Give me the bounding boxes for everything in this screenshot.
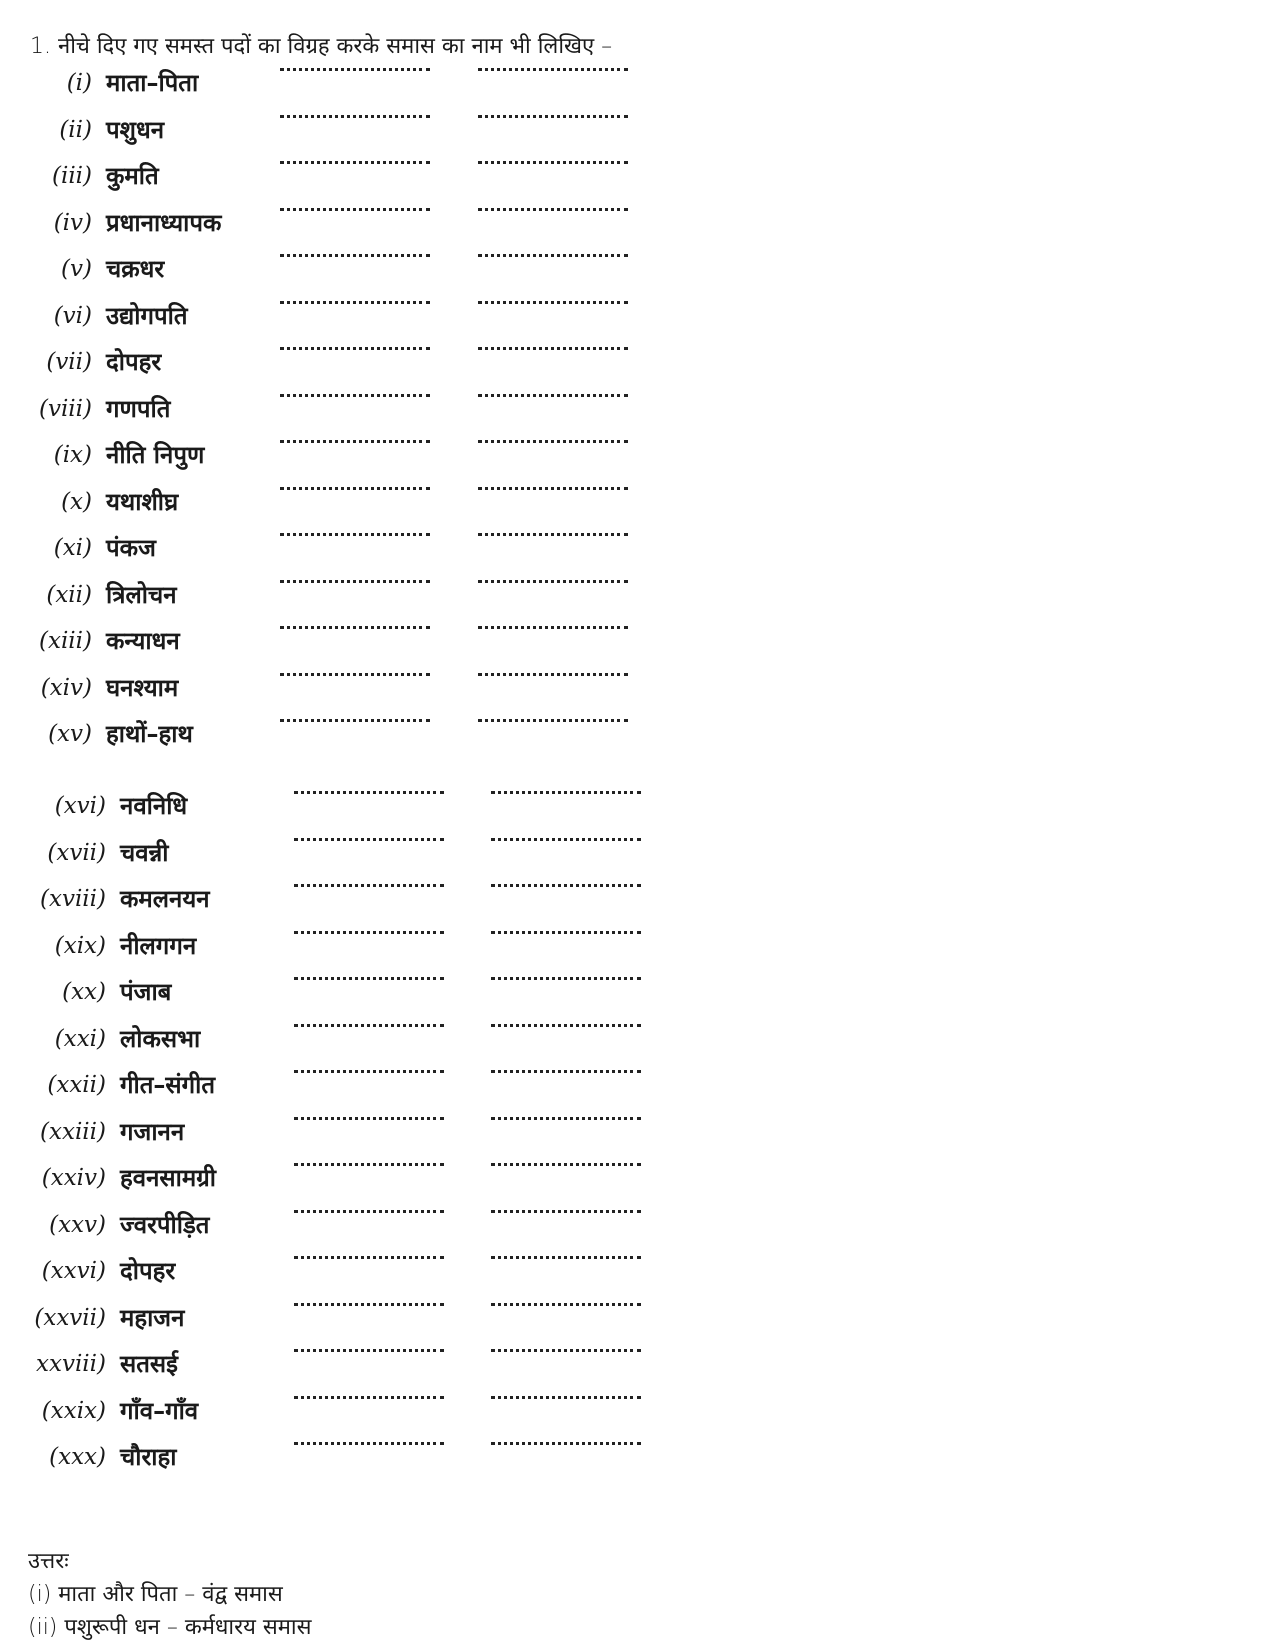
exercise-row (0, 62, 700, 102)
answer-blank-samas-name[interactable] (491, 1070, 641, 1079)
exercise-row (0, 785, 700, 825)
exercise-row (0, 971, 700, 1011)
item-term: चवन्नी (120, 838, 169, 867)
exercise-row (0, 925, 700, 965)
answer-blank-samas-name[interactable] (491, 1024, 641, 1033)
item-term: उद्योगपति (106, 301, 188, 330)
answer-blank-samas-name[interactable] (478, 161, 628, 170)
answer-blank-vigrah[interactable] (294, 1442, 444, 1451)
item-term: नीति निपुण (106, 441, 205, 469)
item-number: (ii) (59, 116, 92, 143)
exercise-row (0, 527, 700, 567)
answer-blank-vigrah[interactable] (294, 838, 444, 847)
item-number: (vi) (53, 302, 92, 329)
item-term: पंजाब (120, 978, 172, 1006)
exercise-row (0, 1204, 700, 1244)
item-term: हवनसामग्री (120, 1164, 216, 1192)
answer-blank-vigrah[interactable] (280, 394, 430, 403)
item-term: गाँव–गाँव (120, 1396, 199, 1425)
answer-blank-samas-name[interactable] (478, 68, 628, 77)
item-number: xxviii) (36, 1351, 106, 1377)
answer-blank-vigrah[interactable] (294, 1256, 444, 1265)
item-number: (xxix) (41, 1397, 106, 1424)
answer-blank-samas-name[interactable] (491, 1256, 641, 1265)
item-number: (xx) (62, 979, 106, 1005)
answer-blank-samas-name[interactable] (478, 580, 628, 589)
item-term: कुमति (106, 162, 159, 190)
exercise-row (0, 109, 700, 149)
answer-blank-samas-name[interactable] (478, 301, 628, 310)
item-number: (xxvii) (34, 1304, 106, 1331)
question-text: 1. नीचे दिए गए समस्त पदों का विग्रह करके समास का नाम भी लिखिए – (30, 34, 613, 59)
answer-blank-vigrah[interactable] (280, 533, 430, 542)
item-number: (xv) (48, 721, 92, 747)
answer-blank-samas-name[interactable] (478, 115, 628, 124)
answer-blank-vigrah[interactable] (280, 68, 430, 77)
answers-section (28, 1545, 311, 1644)
answer-blank-samas-name[interactable] (478, 440, 628, 449)
exercise-row (0, 1064, 700, 1104)
answer-blank-samas-name[interactable] (478, 626, 628, 635)
item-number: (xii) (46, 581, 92, 608)
item-number: (xxv) (49, 1211, 106, 1238)
item-number: (xviii) (40, 886, 106, 912)
item-term: त्रिलोचन (106, 580, 177, 609)
answer-blank-vigrah[interactable] (294, 1396, 444, 1405)
exercise-row (0, 1297, 700, 1337)
item-term: पशुधन (106, 115, 165, 144)
answer-blank-vigrah[interactable] (280, 440, 430, 449)
answer-blank-samas-name[interactable] (491, 1210, 641, 1219)
item-number: (x) (61, 488, 92, 515)
item-number: (xvi) (54, 793, 106, 819)
answer-blank-vigrah[interactable] (280, 580, 430, 589)
answer-blank-vigrah[interactable] (294, 1349, 444, 1358)
item-number: (xxvi) (41, 1258, 106, 1284)
answer-blank-vigrah[interactable] (280, 208, 430, 217)
item-number: (xxx) (49, 1444, 106, 1470)
answer-blank-samas-name[interactable] (491, 977, 641, 986)
answer-blank-samas-name[interactable] (491, 884, 641, 893)
item-number: (xxi) (54, 1025, 106, 1052)
exercise-row (0, 202, 700, 242)
item-term: पंकज (106, 534, 156, 562)
item-term: घनश्याम (106, 673, 179, 702)
answer-blank-samas-name[interactable] (478, 208, 628, 217)
exercise-row (0, 434, 700, 474)
answer-blank-samas-name[interactable] (491, 791, 641, 800)
item-number: (v) (61, 256, 92, 282)
item-term: हाथों–हाथ (106, 720, 193, 748)
item-number: (iii) (51, 163, 92, 189)
answer-blank-samas-name[interactable] (491, 1303, 641, 1312)
item-number: (xiv) (40, 674, 92, 701)
item-number: (xi) (53, 535, 92, 561)
exercise-row (0, 1018, 700, 1058)
item-term: नीलगगन (120, 931, 197, 960)
exercise-row (0, 878, 700, 918)
exercise-row (0, 1111, 700, 1151)
item-term: सतसई (120, 1350, 178, 1378)
item-term: नवनिधि (120, 792, 188, 820)
answer-blank-vigrah[interactable] (294, 791, 444, 800)
exercise-row (0, 1343, 700, 1383)
item-term: लोकसभा (120, 1024, 201, 1053)
answer-blank-samas-name[interactable] (491, 1117, 641, 1126)
exercise-row (0, 1250, 700, 1290)
item-number: (xxii) (47, 1072, 106, 1098)
item-term: माता–पिता (106, 69, 199, 97)
answer-blank-samas-name[interactable] (478, 347, 628, 356)
item-number: (vii) (46, 349, 92, 375)
item-number: (xxiii) (40, 1118, 106, 1145)
exercise-row (0, 295, 700, 335)
item-term: दोपहर (120, 1257, 176, 1285)
exercise-row (0, 620, 700, 660)
answer-blank-vigrah[interactable] (294, 977, 444, 986)
answer-blank-vigrah[interactable] (280, 487, 430, 496)
answer-line: (ii) पशुरूपी धन – कर्मधारय समास (28, 1615, 312, 1640)
answer-blank-samas-name[interactable] (478, 254, 628, 263)
answer-blank-vigrah[interactable] (294, 1210, 444, 1219)
answer-blank-vigrah[interactable] (294, 884, 444, 893)
exercise-row (0, 1436, 700, 1476)
exercise-row (0, 341, 700, 381)
exercise-row (0, 832, 700, 872)
answer-blank-samas-name[interactable] (491, 1442, 641, 1451)
item-number: (iv) (53, 209, 92, 236)
answer-blank-samas-name[interactable] (478, 719, 628, 728)
answer-blank-samas-name[interactable] (491, 1163, 641, 1172)
answer-blank-vigrah[interactable] (294, 1070, 444, 1079)
answer-blank-vigrah[interactable] (280, 115, 430, 124)
answer-blank-samas-name[interactable] (478, 394, 628, 403)
answer-blank-vigrah[interactable] (294, 1024, 444, 1033)
answer-blank-vigrah[interactable] (280, 673, 430, 682)
item-number: (viii) (38, 395, 92, 422)
answer-blank-vigrah[interactable] (294, 1117, 444, 1126)
item-term: कमलनयन (120, 885, 210, 913)
exercise-row (0, 1390, 700, 1430)
exercise-row (0, 388, 700, 428)
exercise-row (0, 155, 700, 195)
answer-blank-vigrah[interactable] (280, 161, 430, 170)
item-number: (xiii) (39, 628, 92, 654)
item-number: (xix) (54, 932, 106, 959)
answer-blank-samas-name[interactable] (478, 487, 628, 496)
answer-line: (i) माता और पिता – वंद्व समास (28, 1582, 283, 1607)
item-term: ज्वरपीड़ित (120, 1210, 210, 1239)
item-term: दोपहर (106, 348, 162, 376)
answer-blank-samas-name[interactable] (478, 673, 628, 682)
answer-blank-vigrah[interactable] (294, 931, 444, 940)
answer-blank-vigrah[interactable] (280, 254, 430, 263)
item-term: गीत–संगीत (120, 1071, 216, 1099)
answer-blank-samas-name[interactable] (491, 1396, 641, 1405)
item-number: (xvii) (47, 839, 106, 866)
item-term: कन्याधन (106, 627, 180, 655)
item-number: (xxiv) (41, 1165, 106, 1191)
exercise-row (0, 574, 700, 614)
answer-blank-samas-name[interactable] (491, 838, 641, 847)
item-term: चक्रधर (106, 255, 165, 283)
answer-blank-vigrah[interactable] (280, 626, 430, 635)
item-term: यथाशीघ्र (106, 487, 179, 516)
answer-blank-vigrah[interactable] (294, 1303, 444, 1312)
exercise-row (0, 248, 700, 288)
item-number: (i) (66, 70, 92, 96)
item-term: प्रधानाध्यापक (106, 208, 222, 237)
item-term: चौराहा (120, 1443, 177, 1471)
answer-blank-vigrah[interactable] (280, 347, 430, 356)
answers-heading: उत्तरः (28, 1549, 69, 1574)
answer-blank-vigrah[interactable] (280, 719, 430, 728)
answer-blank-vigrah[interactable] (294, 1163, 444, 1172)
item-term: गणपति (106, 394, 171, 423)
item-term: महाजन (120, 1303, 185, 1332)
item-term: गजानन (120, 1117, 185, 1146)
answer-blank-samas-name[interactable] (478, 533, 628, 542)
answer-blank-samas-name[interactable] (491, 1349, 641, 1358)
answer-blank-samas-name[interactable] (491, 931, 641, 940)
item-number: (ix) (53, 442, 92, 468)
answer-blank-vigrah[interactable] (280, 301, 430, 310)
exercise-row (0, 481, 700, 521)
exercise-row (0, 1157, 700, 1197)
exercise-row (0, 713, 700, 753)
exercise-row (0, 667, 700, 707)
